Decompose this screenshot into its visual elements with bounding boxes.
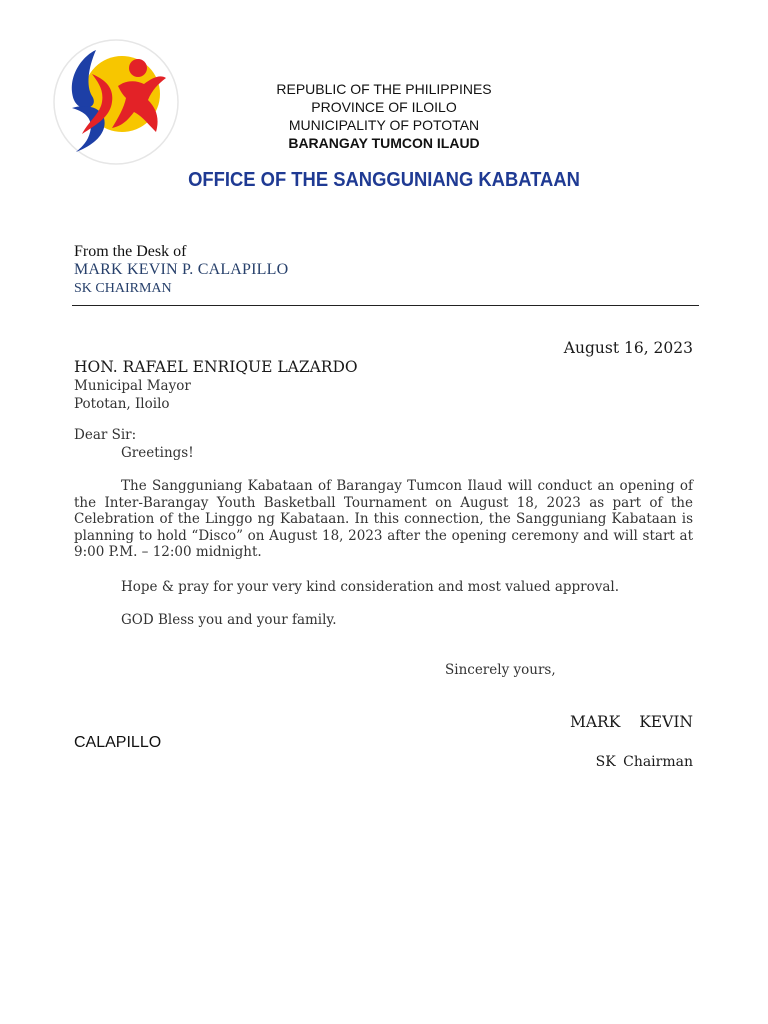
signature-title: SK Chairman <box>595 754 693 770</box>
greeting: Greetings! <box>121 445 194 461</box>
header-divider <box>72 305 699 306</box>
recipient-name: HON. RAFAEL ENRIQUE LAZARDO <box>74 358 358 376</box>
header-barangay: BARANGAY TUMCON ILAUD <box>288 135 480 151</box>
header-province: PROVINCE OF ILOILO <box>311 99 457 115</box>
header-country: REPUBLIC OF THE PHILIPPINES <box>276 81 492 97</box>
from-desk-label: From the Desk of <box>74 243 187 260</box>
from-desk-name: MARK KEVIN P. CALAPILLO <box>74 261 289 278</box>
from-desk-title: SK CHAIRMAN <box>74 281 172 296</box>
signature-name-line2: CALAPILLO <box>74 734 162 751</box>
blessing-paragraph: GOD Bless you and your family. <box>121 612 337 628</box>
header-municipality: MUNICIPALITY OF POTOTAN <box>288 117 480 133</box>
recipient-position: Municipal Mayor <box>74 378 191 394</box>
office-title: OFFICE OF THE SANGGUNIANG KABATAAN <box>188 169 580 191</box>
request-paragraph: Hope & pray for your very kind consideration and most valued approval. <box>121 579 620 595</box>
body-paragraph: The Sangguniang Kabataan of Barangay Tumcon Ilaud will conduct an opening of the Inter-Barangay Youth Basketball Tournament on August 18, 2023 as part of the Celebration of the Linggo ng Kabataan. In this connection, the Sangguniang Kabataan is planning to hold “Disco” on August 18, 2023 after the opening ceremony and will start at 9:00 P.M. – 12:00 midnight. <box>74 478 693 560</box>
salutation: Dear Sir: <box>74 427 137 443</box>
signature-name-line1: MARK KEVIN <box>569 713 693 731</box>
letter-date: August 16, 2023 <box>563 339 693 357</box>
closing: Sincerely yours, <box>445 662 556 678</box>
recipient-address: Pototan, Iloilo <box>74 396 170 412</box>
